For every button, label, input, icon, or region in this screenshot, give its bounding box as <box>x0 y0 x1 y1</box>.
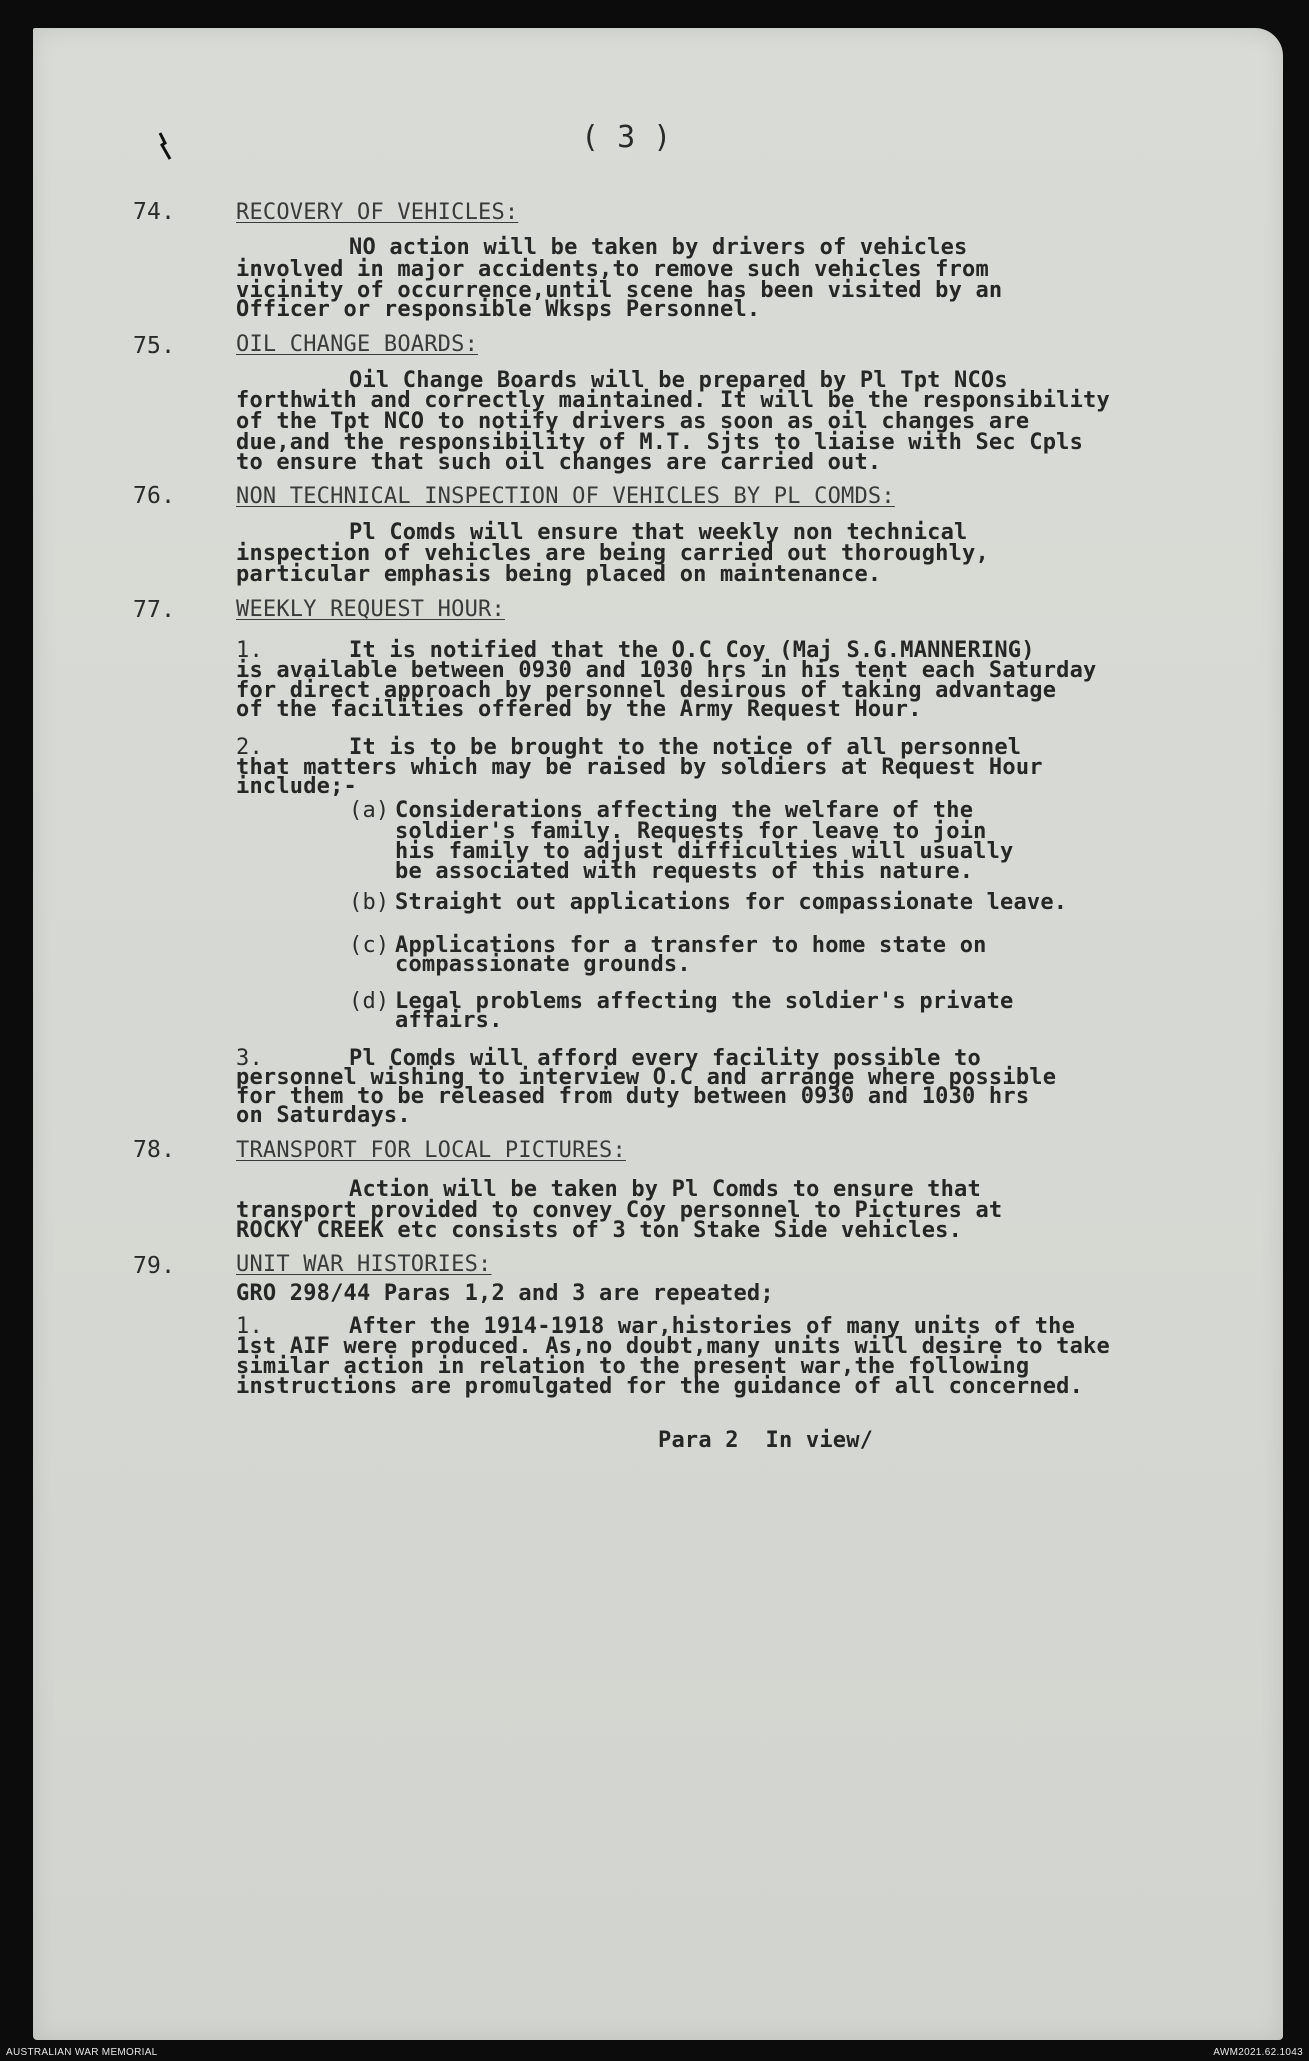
text-line: It is notified that the O.C Coy (Maj S.G.MANNERING) <box>349 638 1035 663</box>
text-line: Pl Comds will afford every facility possible to <box>349 1046 981 1071</box>
text-line: on Saturdays. <box>236 1103 411 1128</box>
section-heading: UNIT WAR HISTORIES: <box>236 1252 492 1277</box>
text-line: It is to be brought to the notice of all personnel <box>349 735 1022 760</box>
paragraph-label: 3. <box>236 1046 263 1071</box>
text-line: for direct approach by personnel desirous of taking advantage <box>236 678 1057 703</box>
staple-mark-icon <box>158 131 172 161</box>
paragraph-label: 1. <box>236 1314 263 1339</box>
document-page <box>33 28 1283 2040</box>
footer-credit: AUSTRALIAN WAR MEMORIAL <box>6 2047 158 2058</box>
text-line: After the 1914-1918 war,histories of many units of the <box>349 1314 1076 1339</box>
text-line: Oil Change Boards will be prepared by Pl Tpt NCOs <box>349 368 1008 393</box>
text-line: forthwith and correctly maintained. It will be the responsibility <box>236 388 1110 413</box>
subitem-label: (a) <box>349 798 390 823</box>
text-line: his family to adjust difficulties will usually <box>395 839 1014 864</box>
paragraph-label: 1. <box>236 638 263 663</box>
text-line: similar action in relation to the present war,the following <box>236 1354 1030 1379</box>
text-line: soldier's family. Requests for leave to join <box>395 819 987 844</box>
subitem-label: (c) <box>349 933 390 958</box>
subitem-label: (b) <box>349 890 390 915</box>
text-line: transport provided to convey Coy personnel to Pictures at <box>236 1198 1003 1223</box>
section-heading: RECOVERY OF VEHICLES: <box>236 200 519 225</box>
text-line: instructions are promulgated for the guidance of all concerned. <box>236 1374 1084 1399</box>
text-line: due,and the responsibility of M.T. Sjts to liaise with Sec Cpls <box>236 430 1084 455</box>
text-line: Considerations affecting the welfare of the <box>395 798 974 823</box>
text-line: Officer or responsible Wksps Personnel. <box>236 297 761 322</box>
text-line: Pl Comds will ensure that weekly non technical <box>349 520 968 545</box>
text-line: to ensure that such oil changes are carried out. <box>236 450 882 475</box>
text-line: Applications for a transfer to home state on <box>395 933 987 958</box>
section-heading: NON TECHNICAL INSPECTION OF VEHICLES BY PL COMDS: <box>236 484 895 509</box>
text-line: involved in major accidents,to remove such vehicles from <box>236 257 989 282</box>
text-line: 1st AIF were produced. As,no doubt,many units will desire to take <box>236 1334 1110 1359</box>
continuation-note: Para 2 In view/ <box>658 1428 874 1453</box>
text-line: Straight out applications for compassionate leave. <box>395 890 1068 915</box>
section-heading: TRANSPORT FOR LOCAL PICTURES: <box>236 1138 626 1163</box>
text-line: personnel wishing to interview O.C and arrange where possible <box>236 1065 1057 1090</box>
section-number: 78. <box>133 1137 176 1163</box>
text-line: Action will be taken by Pl Comds to ensure that <box>349 1177 981 1202</box>
section-number: 75. <box>133 333 176 359</box>
text-line: that matters which may be raised by soldiers at Request Hour <box>236 755 1043 780</box>
section-number: 77. <box>133 597 176 623</box>
text-line: compassionate grounds. <box>395 952 691 977</box>
text-line: vicinity of occurrence,until scene has been visited by an <box>236 278 1003 303</box>
section-number: 74. <box>133 199 176 225</box>
text-line: ROCKY CREEK etc consists of 3 ton Stake Side vehicles. <box>236 1218 963 1243</box>
footer-accession-number: AWM2021.62.1043 <box>1213 2047 1303 2058</box>
text-line: include;- <box>236 774 358 799</box>
section-number: 76. <box>133 483 176 509</box>
section-heading: WEEKLY REQUEST HOUR: <box>236 597 505 622</box>
section-number: 79. <box>133 1253 176 1279</box>
paragraph-label: 2. <box>236 735 263 760</box>
text-line: for them to be released from duty between 0930 and 1030 hrs <box>236 1084 1030 1109</box>
text-line: GRO 298/44 Paras 1,2 and 3 are repeated; <box>236 1281 774 1306</box>
text-line: be associated with requests of this nature. <box>395 859 974 884</box>
text-line: is available between 0930 and 1030 hrs in his tent each Saturday <box>236 658 1097 683</box>
text-line: Legal problems affecting the soldier's private <box>395 989 1014 1014</box>
section-heading: OIL CHANGE BOARDS: <box>236 332 479 357</box>
text-line: of the facilities offered by the Army Request Hour. <box>236 697 922 722</box>
subitem-label: (d) <box>349 989 390 1014</box>
text-line: inspection of vehicles are being carried out thoroughly, <box>236 541 989 566</box>
text-line: particular emphasis being placed on maintenance. <box>236 562 882 587</box>
text-line: NO action will be taken by drivers of vehicles <box>349 235 968 260</box>
text-line: affairs. <box>395 1008 503 1033</box>
text-line: of the Tpt NCO to notify drivers as soon as oil changes are <box>236 409 1030 434</box>
page-number: ( 3 ) <box>581 120 672 155</box>
